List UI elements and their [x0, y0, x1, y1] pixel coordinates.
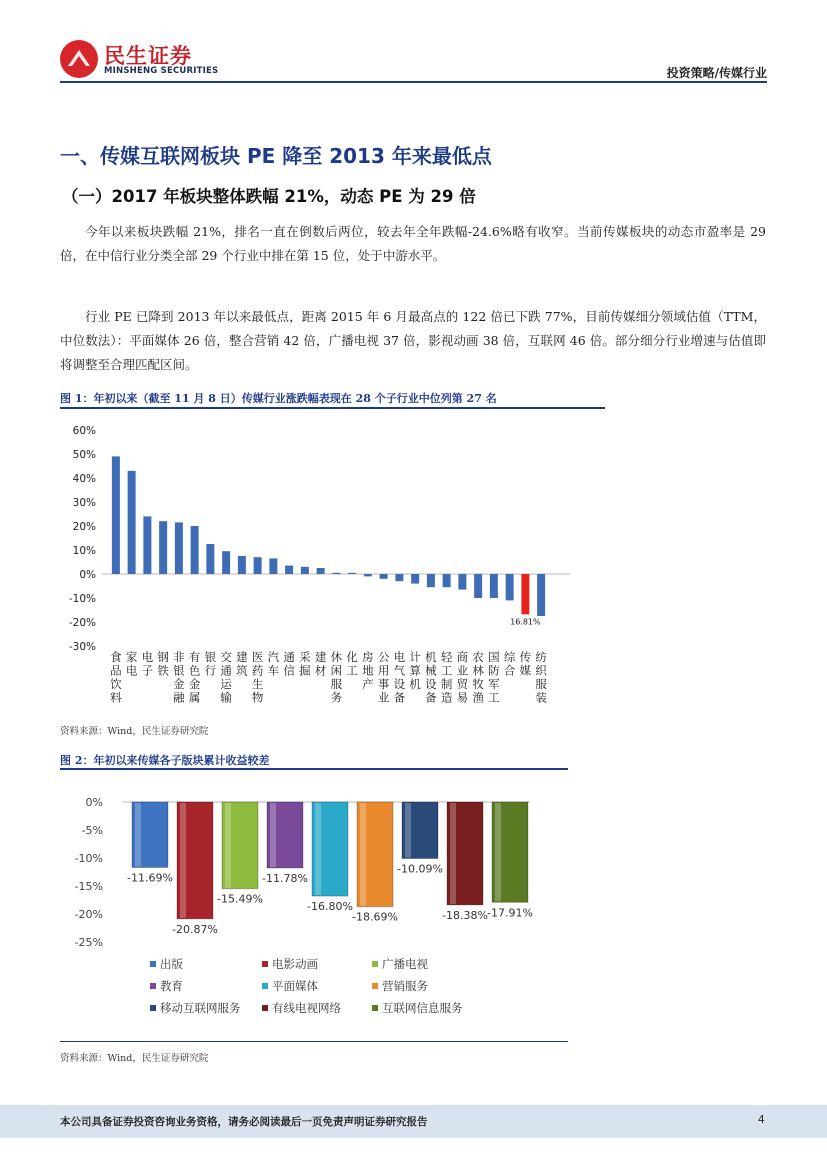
- company-logo-icon: [60, 40, 98, 78]
- bar-非银金融: [175, 522, 183, 574]
- bar-highlight: [135, 803, 141, 866]
- y-tick-label: -10%: [74, 852, 103, 865]
- category-label-char: 农: [472, 650, 484, 664]
- category-label-char: 商: [456, 650, 469, 664]
- figure-1-chart: [60, 418, 605, 713]
- bar-钢铁: [159, 521, 167, 574]
- category-label-char: 银: [173, 663, 185, 678]
- legend-label: 出版: [160, 957, 183, 971]
- figure-2-caption: 图 2：年初以来传媒各子版块累计收益较差: [60, 754, 270, 767]
- bar-data-label: -11.78%: [262, 871, 308, 885]
- legend-label: 平面媒体: [272, 979, 318, 993]
- bar-highlight: [360, 803, 366, 906]
- category-label-char: 建: [236, 650, 248, 664]
- bar-highlight: [315, 803, 321, 895]
- category-label-char: 工: [488, 690, 500, 705]
- category-label-char: 通: [220, 663, 232, 678]
- bar-highlight: [225, 803, 231, 888]
- figure-2-bottom-rule: [60, 1041, 568, 1042]
- figure-2-source: 资料来源：Wind，民生证券研究院: [60, 1053, 209, 1064]
- y-tick-label: 60%: [72, 425, 96, 437]
- bar-公用事业: [380, 574, 388, 579]
- y-tick-label: -10%: [68, 593, 96, 605]
- category-label-char: 务: [330, 690, 343, 705]
- category-label-char: 采: [299, 650, 311, 664]
- bar-商贸零售: [458, 574, 466, 590]
- y-tick-label: 0%: [79, 569, 96, 581]
- category-label-char: 事: [377, 677, 390, 691]
- category-label-char: 物: [251, 690, 264, 705]
- category-label-char: 设: [425, 677, 437, 691]
- category-label-char: 建: [314, 650, 327, 664]
- legend-swatch: [150, 961, 156, 967]
- category-label-char: 非: [173, 650, 185, 664]
- legend-label: 互联网信息服务: [382, 1001, 463, 1015]
- bar-医药: [254, 557, 262, 574]
- bar-电力设备: [395, 574, 403, 581]
- category-label-char: 铁: [157, 663, 169, 678]
- category-label-char: 机: [425, 650, 437, 664]
- category-label-char: 防: [488, 663, 500, 678]
- figure-2-caption-rule: [60, 768, 568, 770]
- category-label-char: 织: [535, 663, 547, 678]
- legend-label: 营销服务: [382, 979, 428, 993]
- category-label-char: 材: [314, 663, 327, 678]
- category-label-char: 汽: [267, 650, 280, 664]
- category-label-char: 工: [346, 663, 358, 678]
- bar-data-label: -17.91%: [487, 906, 533, 920]
- header-divider: [60, 81, 767, 83]
- category-label-char: 公: [377, 650, 390, 664]
- category-label-char: 料: [110, 690, 122, 705]
- legend-label: 电影动画: [272, 957, 318, 971]
- category-label-char: 电: [125, 663, 138, 678]
- y-tick-label: 30%: [72, 497, 96, 509]
- legend-label: 广播电视: [382, 957, 428, 971]
- bar-有色金属: [191, 526, 199, 574]
- y-tick-label: -30%: [68, 641, 96, 653]
- category-label-char: 行: [204, 663, 217, 678]
- category-label-char: 贸: [456, 677, 469, 691]
- category-label-char: 计: [409, 650, 421, 664]
- category-label-char: 服: [535, 677, 547, 691]
- category-label-char: 钢: [157, 650, 169, 664]
- category-label-char: 造: [440, 690, 453, 705]
- heading-1: 一、传媒互联网板块 PE 降至 2013 年来最低点: [60, 144, 492, 168]
- bar-电子: [143, 516, 151, 574]
- heading-2: （一）2017 年板块整体跌幅 21%，动态 PE 为 29 倍: [62, 187, 476, 206]
- category-label-char: 银: [204, 650, 217, 664]
- category-label-char: 输: [220, 690, 232, 705]
- category-label-char: 备: [393, 690, 406, 705]
- bar-机械: [427, 574, 435, 587]
- y-tick-label: -15%: [74, 880, 103, 893]
- bar-计算机: [411, 574, 419, 584]
- bar-data-label: -15.49%: [217, 892, 263, 906]
- category-label-char: 闲: [330, 663, 343, 678]
- logo-en: MINSHENG SECURITIES: [104, 66, 219, 76]
- bar-建材: [317, 568, 325, 574]
- category-label-char: 筑: [236, 663, 248, 678]
- y-tick-label: 20%: [72, 521, 96, 533]
- category-label-char: 属: [188, 690, 201, 705]
- bar-纺织服装: [537, 574, 545, 616]
- category-label-char: 林: [472, 663, 484, 678]
- bar-交通运输: [222, 551, 230, 574]
- legend-swatch: [372, 1005, 378, 1011]
- logo-cn: 民生证券: [104, 44, 192, 68]
- category-label-char: 饮: [110, 677, 122, 691]
- category-label-char: 牧: [472, 677, 484, 691]
- bar-highlight: [495, 803, 501, 901]
- bar-data-label: -18.38%: [442, 908, 488, 922]
- category-label-char: 生: [251, 677, 264, 691]
- legend-label: 移动互联网服务: [160, 1001, 241, 1015]
- bar-data-label: -18.69%: [352, 910, 398, 924]
- category-label-char: 合: [503, 663, 516, 678]
- category-label-char: 休: [330, 650, 343, 664]
- bar-data-label: -11.69%: [127, 871, 173, 885]
- category-label-char: 食: [110, 650, 122, 664]
- bar-建筑: [238, 556, 246, 574]
- category-label-char: 交: [220, 650, 232, 664]
- category-label-char: 品: [110, 663, 122, 678]
- legend-swatch: [262, 983, 268, 989]
- legend-label: 有线电视网络: [272, 1001, 341, 1015]
- y-tick-label: 40%: [72, 473, 96, 485]
- bar-data-label: -16.80%: [307, 900, 353, 914]
- bar-data-label: -10.09%: [397, 862, 443, 876]
- bar-highlight: [180, 803, 186, 918]
- bar-休闲服务: [332, 573, 340, 574]
- category-label-char: 工: [440, 663, 453, 678]
- category-label-char: 算: [409, 663, 421, 678]
- y-tick-label: 50%: [72, 449, 96, 461]
- category-label-char: 通: [283, 650, 295, 664]
- bar-农林牧渔: [474, 574, 482, 598]
- legend-swatch: [372, 961, 378, 967]
- category-label-char: 用: [377, 663, 390, 678]
- bar-data-label: -20.87%: [172, 922, 218, 936]
- category-label-char: 家: [125, 650, 138, 664]
- figure-1-caption-rule: [60, 407, 605, 409]
- category-label-char: 信: [283, 663, 295, 678]
- bar-食品饮料: [112, 456, 120, 574]
- section-label: 投资策略/传媒行业: [666, 66, 767, 80]
- category-label-char: 业: [456, 663, 469, 678]
- figure-1-source: 资料来源：Wind，民生证券研究院: [60, 726, 209, 737]
- category-label-char: 电: [393, 650, 406, 664]
- figure-1-category-labels: [110, 650, 547, 705]
- y-tick-label: -25%: [74, 936, 103, 949]
- bar-highlight: [450, 803, 456, 904]
- bar-房地产: [364, 574, 372, 576]
- figure-1-bars: [112, 456, 545, 626]
- category-label-char: 综: [503, 650, 516, 664]
- category-label-char: 电: [141, 650, 154, 664]
- bar-采掘: [301, 567, 309, 574]
- figure-2-chart: [60, 788, 568, 1038]
- y-tick-label: 0%: [85, 796, 103, 809]
- category-label-char: 械: [425, 663, 437, 678]
- bar-家电: [128, 471, 136, 574]
- figure-2-legend: [150, 957, 463, 1015]
- category-label-char: 融: [173, 690, 185, 705]
- y-tick-label: 10%: [72, 545, 96, 557]
- figure-2-bars: [127, 802, 533, 936]
- bar-汽车: [269, 558, 277, 574]
- legend-swatch: [262, 1005, 268, 1011]
- category-label-char: 色: [188, 663, 201, 678]
- category-label-char: 轻: [440, 650, 453, 664]
- page-number: 4: [758, 1114, 765, 1126]
- category-label-char: 掘: [299, 663, 311, 678]
- category-label-char: 设: [393, 677, 406, 691]
- footer-disclaimer: 本公司具备证券投资咨询业务资格，请务必阅读最后一页免责声明证券研究报告: [60, 1116, 428, 1128]
- bar-综合: [506, 574, 514, 600]
- bar-highlight: [405, 803, 411, 858]
- category-label-char: 有: [188, 650, 201, 664]
- category-label-char: 车: [267, 663, 280, 678]
- category-label-char: 传: [519, 650, 532, 664]
- category-label-char: 运: [220, 677, 232, 691]
- legend-swatch: [150, 1005, 156, 1011]
- bar-通信: [285, 566, 293, 574]
- y-tick-label: -20%: [68, 617, 96, 629]
- y-tick-label: -20%: [74, 908, 103, 921]
- category-label-char: 制: [440, 677, 453, 691]
- figure-1-caption: 图 1：年初以来（截至 11 月 8 日）传媒行业涨跌幅表现在 28 个子行业中位列第 27 名: [60, 392, 497, 405]
- category-label-char: 媒: [519, 663, 532, 678]
- category-label-char: 国: [488, 650, 500, 664]
- legend-swatch: [262, 961, 268, 967]
- bar-化工: [348, 573, 356, 574]
- bar-传媒: [521, 574, 529, 614]
- category-label-char: 地: [362, 663, 374, 678]
- figure-1-y-axis: [69, 425, 96, 653]
- category-label-char: 易: [456, 690, 469, 705]
- category-label-char: 医: [251, 650, 264, 664]
- category-label-char: 机: [409, 677, 421, 691]
- paragraph-1: 今年以来板块跌幅 21%，排名一直在倒数后两位，较去年全年跌幅-24.6%略有收窄。当前传媒板块的动态市盈率是 29 倍，在中信行业分类全部 29 个行业中排在第 15 位，处于中游水平。: [60, 224, 766, 263]
- category-label-char: 金: [188, 677, 201, 691]
- category-label-char: 化: [346, 650, 358, 664]
- bar-国防军工: [490, 574, 498, 598]
- legend-swatch: [372, 983, 378, 989]
- category-label-char: 军: [488, 677, 500, 691]
- category-label-char: 金: [173, 677, 185, 691]
- legend-swatch: [150, 983, 156, 989]
- category-label-char: 气: [393, 663, 406, 678]
- category-label-char: 备: [425, 690, 437, 705]
- legend-label: 教育: [160, 979, 183, 993]
- bar-highlight: [270, 803, 276, 867]
- category-label-char: 纺: [535, 650, 547, 664]
- paragraph-2: 行业 PE 已降到 2013 年以来最低点，距离 2015 年 6 月最高点的 122 倍已下跌 77%，目前传媒细分领域估值（TTM，中位数法）：平面媒体 26 倍，整合营销 42 倍，广播电视 37 倍，影视动画 38 倍，互联网 46 倍。部分细分行业增速与估值即将调整至合理匹配区间。: [60, 309, 766, 372]
- bar-银行: [206, 544, 214, 574]
- category-label-char: 服: [330, 677, 343, 691]
- category-label-char: 房: [362, 650, 374, 664]
- category-label-char: 药: [251, 663, 264, 678]
- y-tick-label: -5%: [81, 824, 103, 837]
- category-label-char: 装: [535, 690, 547, 705]
- category-label-char: 子: [141, 663, 154, 678]
- bar-data-label: 16.81%: [510, 617, 541, 627]
- category-label-char: 产: [362, 677, 374, 691]
- category-label-char: 业: [377, 690, 390, 705]
- bar-轻工制造: [443, 574, 451, 587]
- category-label-char: 渔: [472, 690, 484, 705]
